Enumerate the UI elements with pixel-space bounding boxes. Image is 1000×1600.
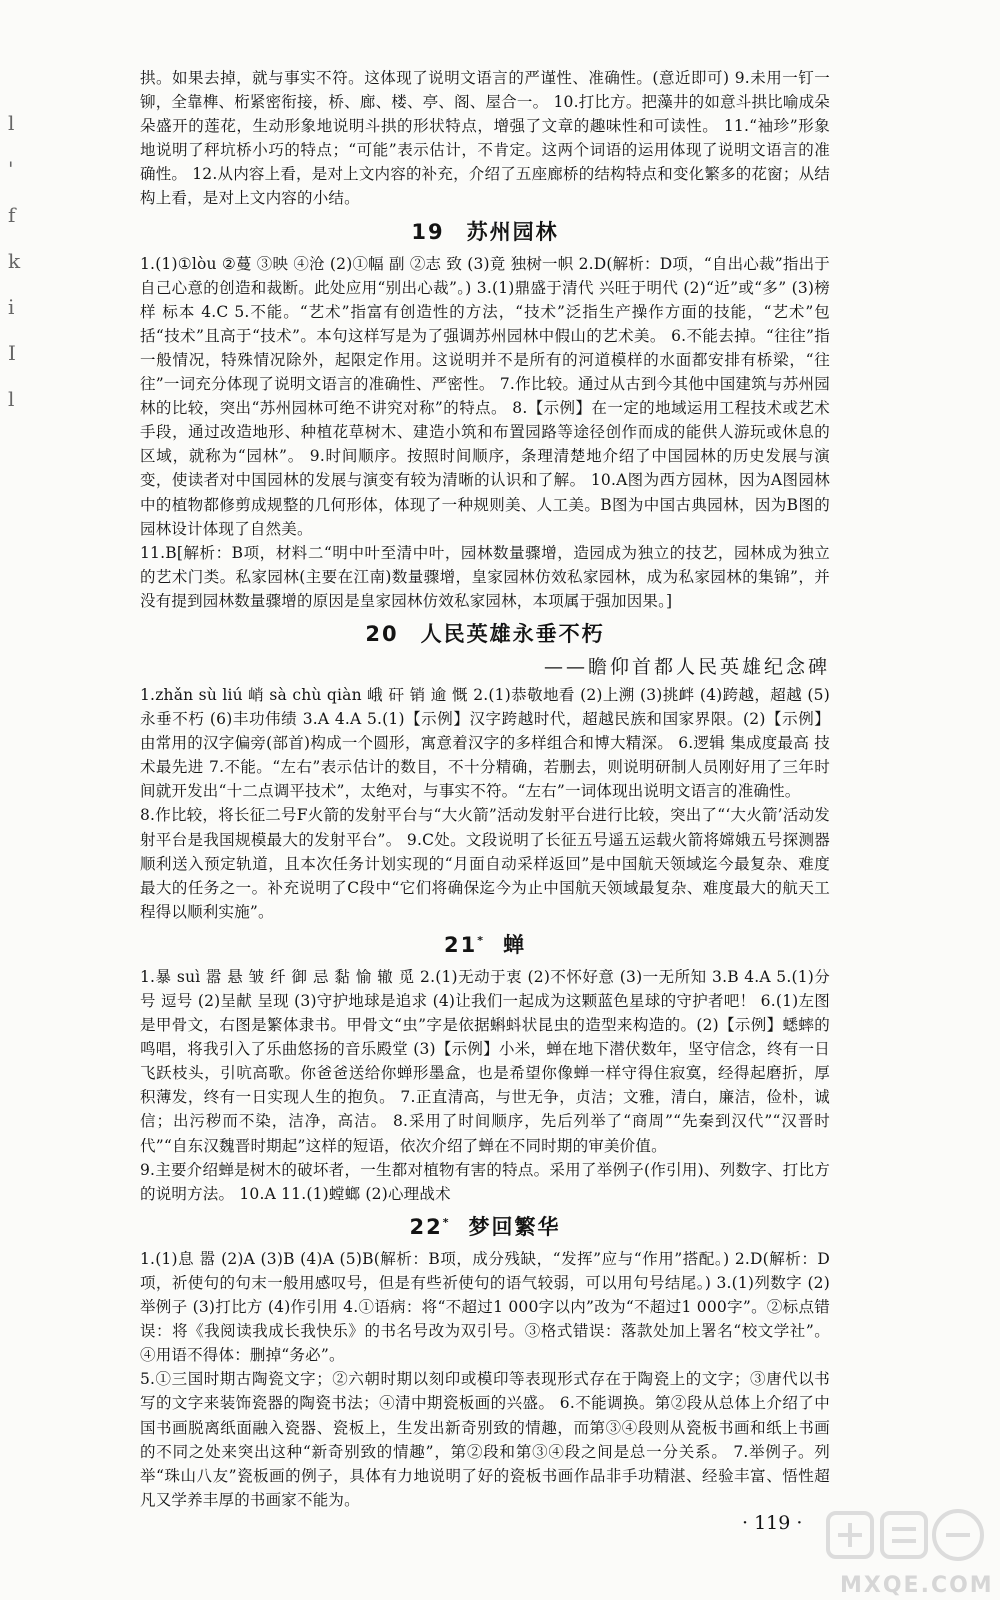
section-number: 21 (444, 932, 478, 957)
page-number: · 119 · (742, 1512, 803, 1534)
optional-star-mark: * (442, 1215, 451, 1229)
answer-page (140, 66, 830, 1512)
section-number: 22 (409, 1214, 443, 1239)
site-watermark (820, 1495, 995, 1598)
section-title-20 (140, 618, 830, 648)
edge-mark: i (8, 295, 15, 319)
section-21-paragraph-2: 9.主要介绍蝉是树木的破坏者，一生都对植物有害的特点。采用了举例子(作引用)、列数字、打比方的说明方法。 10.A 11.(1)螳螂 (2)心理战术 (140, 1160, 830, 1203)
section-subtitle-20: ——瞻仰首都人民英雄纪念碑 (543, 655, 830, 678)
edge-mark: I (8, 341, 16, 365)
section-number: 20 (365, 621, 399, 646)
section-21-paragraph-1: 1.暴 suì 嚣 悬 皱 纤 御 忌 黏 愉 辙 觅 2.(1)无动于衷 (2)不怀好意 (3)一无所知 3.B 4.A 5.(1)分号 逗号 (2)呈献 呈现 (3)守护地球是追求 (4)让我们一起成为这颗蓝色星球的守护者吧！ 6.(1)左图是甲骨文，右图是繁体隶书。甲骨文“虫”字是依据蝌蚪状昆虫的造型来构造的。(2)【示例】蟋蟀的鸣唱，将我引入了乐曲悠扬的音乐殿堂 (3)【示例】小米，蝉在地下潜伏数年，坚守信念，终有一日飞跃枝头，引吭高歌。你爸爸送给你蝉形墨盒，也是希望你像蝉一样守得住寂寞，经得起磨折，厚积薄发，终有一日实现人生的抱负。 7.正直清高，与世无争，贞洁；文雅，清白，廉洁，俭朴，诚信；出污秽而不染，洁净，高洁。 8.采用了时间顺序，先后列举了“商周”“先秦到汉代”“汉晋时代”“自东汉魏晋时期起”这样的短语，依次介绍了蝉在不同时期的审美价值。 (140, 967, 830, 1155)
section-22-paragraph-1: 1.(1)息 嚣 (2)A (3)B (4)A (5)B(解析：B项，成分残缺，“发挥”应与“作用”搭配。) 2.D(解析：D项，祈使句的句末一般用感叹号，但是有些祈使句的语气较弱，可以用句号结尾。) 3.(1)列数字 (2)举例子 (3)打比方 (4)作引用 4.①语病：将“不超过1 000字以内”改为“不超过1 000字”。②标点错误：将《我阅读我成长我快乐》的书名号改为双引号。③格式错误：落款处加上署名“校文学社”。④用语不得体：删掉“务必”。 (140, 1249, 830, 1365)
section-title-text: 苏州园林 (466, 219, 559, 244)
section-19-paragraph-2: 11.B[解析：B项，材料二“明中叶至清中叶，园林数量骤增，造园成为独立的技艺，园林成为独立的艺术门类。私家园林(主要在江南)数量骤增，皇家园林仿效私家园林，成为私家园林的集锦”，并没有提到园林数量骤增的原因是皇家园林仿效私家园林，本项属于强加因果。] (140, 543, 830, 610)
section-number: 19 (411, 219, 445, 244)
left-edge-scan-marks (8, 100, 28, 422)
intro-paragraph: 拱。如果去掉，就与事实不符。这体现了说明文语言的严谨性、准确性。(意近即可) 9.未用一钉一铆，全靠榫、桁紧密衔接，桥、廊、楼、亭、阁、屋合一。 10.打比方。把藻井的如意斗拱比喻成朵朵盛开的莲花，生动形象地说明斗拱的形状特点，增强了文章的趣味性和可读性。 11.“袖珍”形象地说明了秤坑桥小巧的特点；“可能”表示估计，不肯定。这两个词语的运用体现了说明文语言的准确性。 12.从内容上看，是对上文内容的补充，介绍了五座廊桥的结构特点和变化繁多的花窗；从结构上看，是对上文内容的小结。 (140, 69, 830, 208)
section-title-22 (140, 1211, 830, 1241)
section-title-21 (140, 929, 830, 959)
edge-mark: f (8, 203, 16, 227)
optional-star-mark: * (477, 933, 485, 947)
section-20-paragraph-2: 8.作比较，将长征二号F火箭的发射平台与“大火箭”活动发射平台进行比较，突出了“‘大火箭’活动发射平台是我国规模最大的发射平台”。 9.C处。文段说明了长征五号遥五运载火箭将嫦娥五号探测器顺利送入预定轨道，且本次任务计划实现的“月面自动采样返回”是中国航天领域迄今最复杂、难度最大的任务之一。补充说明了C段中“它们将确保迄今为止中国航天领域最复杂、难度最大的航天工程得以顺利实施”。 (140, 806, 830, 921)
section-title-19 (140, 216, 830, 246)
section-title-text: 蝉 (503, 932, 526, 957)
section-19-paragraph-1: 1.(1)①lòu ②蔓 ③映 ④沧 (2)①幅 副 ②志 致 (3)竟 独树一帜 2.D(解析：D项，“自出心裁”指出于自己心意的创造和裁断。此处应用“别出心裁”。) 3.(1)鼎盛于清代 兴旺于明代 (2)“近”或“多” (3)榜样 标本 4.C 5.不能。“艺术”指富有创造性的方法，“技术”泛指生产操作方面的技能，“艺术”包括“技术”且高于“技术”。本句这样写是为了强调苏州园林中假山的艺术美。 6.不能去掉。“往往”指一般情况，特殊情况除外，起限定作用。这说明并不是所有的河道模样的水面都安排有桥梁，“往往”一词充分体现了说明文语言的准确性、严密性。 7.作比较。通过从古到今其他中国建筑与苏州园林的比较，突出“苏州园林可绝不讲究对称”的特点。 8.【示例】在一定的地域运用工程技术或艺术手段，通过改造地形、种植花草树木、建造小筑和布置园路等途径创作而成的能供人游玩或休息的区域，就称为“园林”。 9.时间顺序。按照时间顺序，条理清楚地介绍了中国园林的历史发展与演变，使读者对中国园林的发展与演变有较为清晰的认识和了解。 10.A图为西方园林，因为A图园林中的植物都修剪成规整的几何形体，体现了一种规则美、人工美。B图为中国古典园林，因为B图的园林设计体现了自然美。 (140, 254, 830, 538)
edge-mark: l (8, 387, 15, 411)
watermark-text: MXQE.COM (840, 1573, 994, 1598)
section-title-text: 梦回繁华 (468, 1214, 561, 1239)
edge-mark: ' (8, 157, 14, 181)
section-22-paragraph-2: 5.①三国时期古陶瓷文字；②六朝时期以刻印或模印等表现形式存在于陶瓷上的文字；③唐代以书写的文字来装饰瓷器的陶瓷书法；④清中期瓷板画的兴盛。 6.不能调换。第②段从总体上介绍了中国书画脱离纸面融入瓷器、瓷板上，生发出新奇别致的情趣，而第③④段则从瓷板书画和纸上书画的不同之处来突出这种“新奇别致的情趣”，第②段和第③④段之间是总一分关系。 7.举例子。列举“珠山八友”瓷板画的例子，具体有力地说明了好的瓷板书画作品非手功精湛、经验丰富、悟性超凡又学养丰厚的书画家不能为。 (140, 1370, 830, 1509)
edge-mark: l (8, 111, 15, 135)
watermark-logo-icon (820, 1495, 995, 1575)
section-20-paragraph-1: 1.zhǎn sù liú 峭 sà chù qiàn 峨 矸 销 逾 慨 2.(1)恭敬地看 (2)上溯 (3)挑衅 (4)跨越，超越 (5)永垂不朽 (6)丰功伟绩 3.A 4.A 5.(1)【示例】汉字跨越时代，超越民族和国家界限。(2)【示例】由常用的汉字偏旁(部首)构成一个圆形，寓意着汉字的多样组合和博大精深。 6.逻辑 集成度最高 技术最先进 7.不能。“左右”表示估计的数目，不十分精确，若删去，则说明研制人员刚好用了三年时间就开发出“十二点调平技术”，太绝对，与事实不符。“左右”一词体现出说明文语言的准确性。 (140, 685, 830, 801)
section-title-text: 人民英雄永垂不朽 (420, 621, 605, 646)
edge-mark: k (8, 249, 21, 273)
